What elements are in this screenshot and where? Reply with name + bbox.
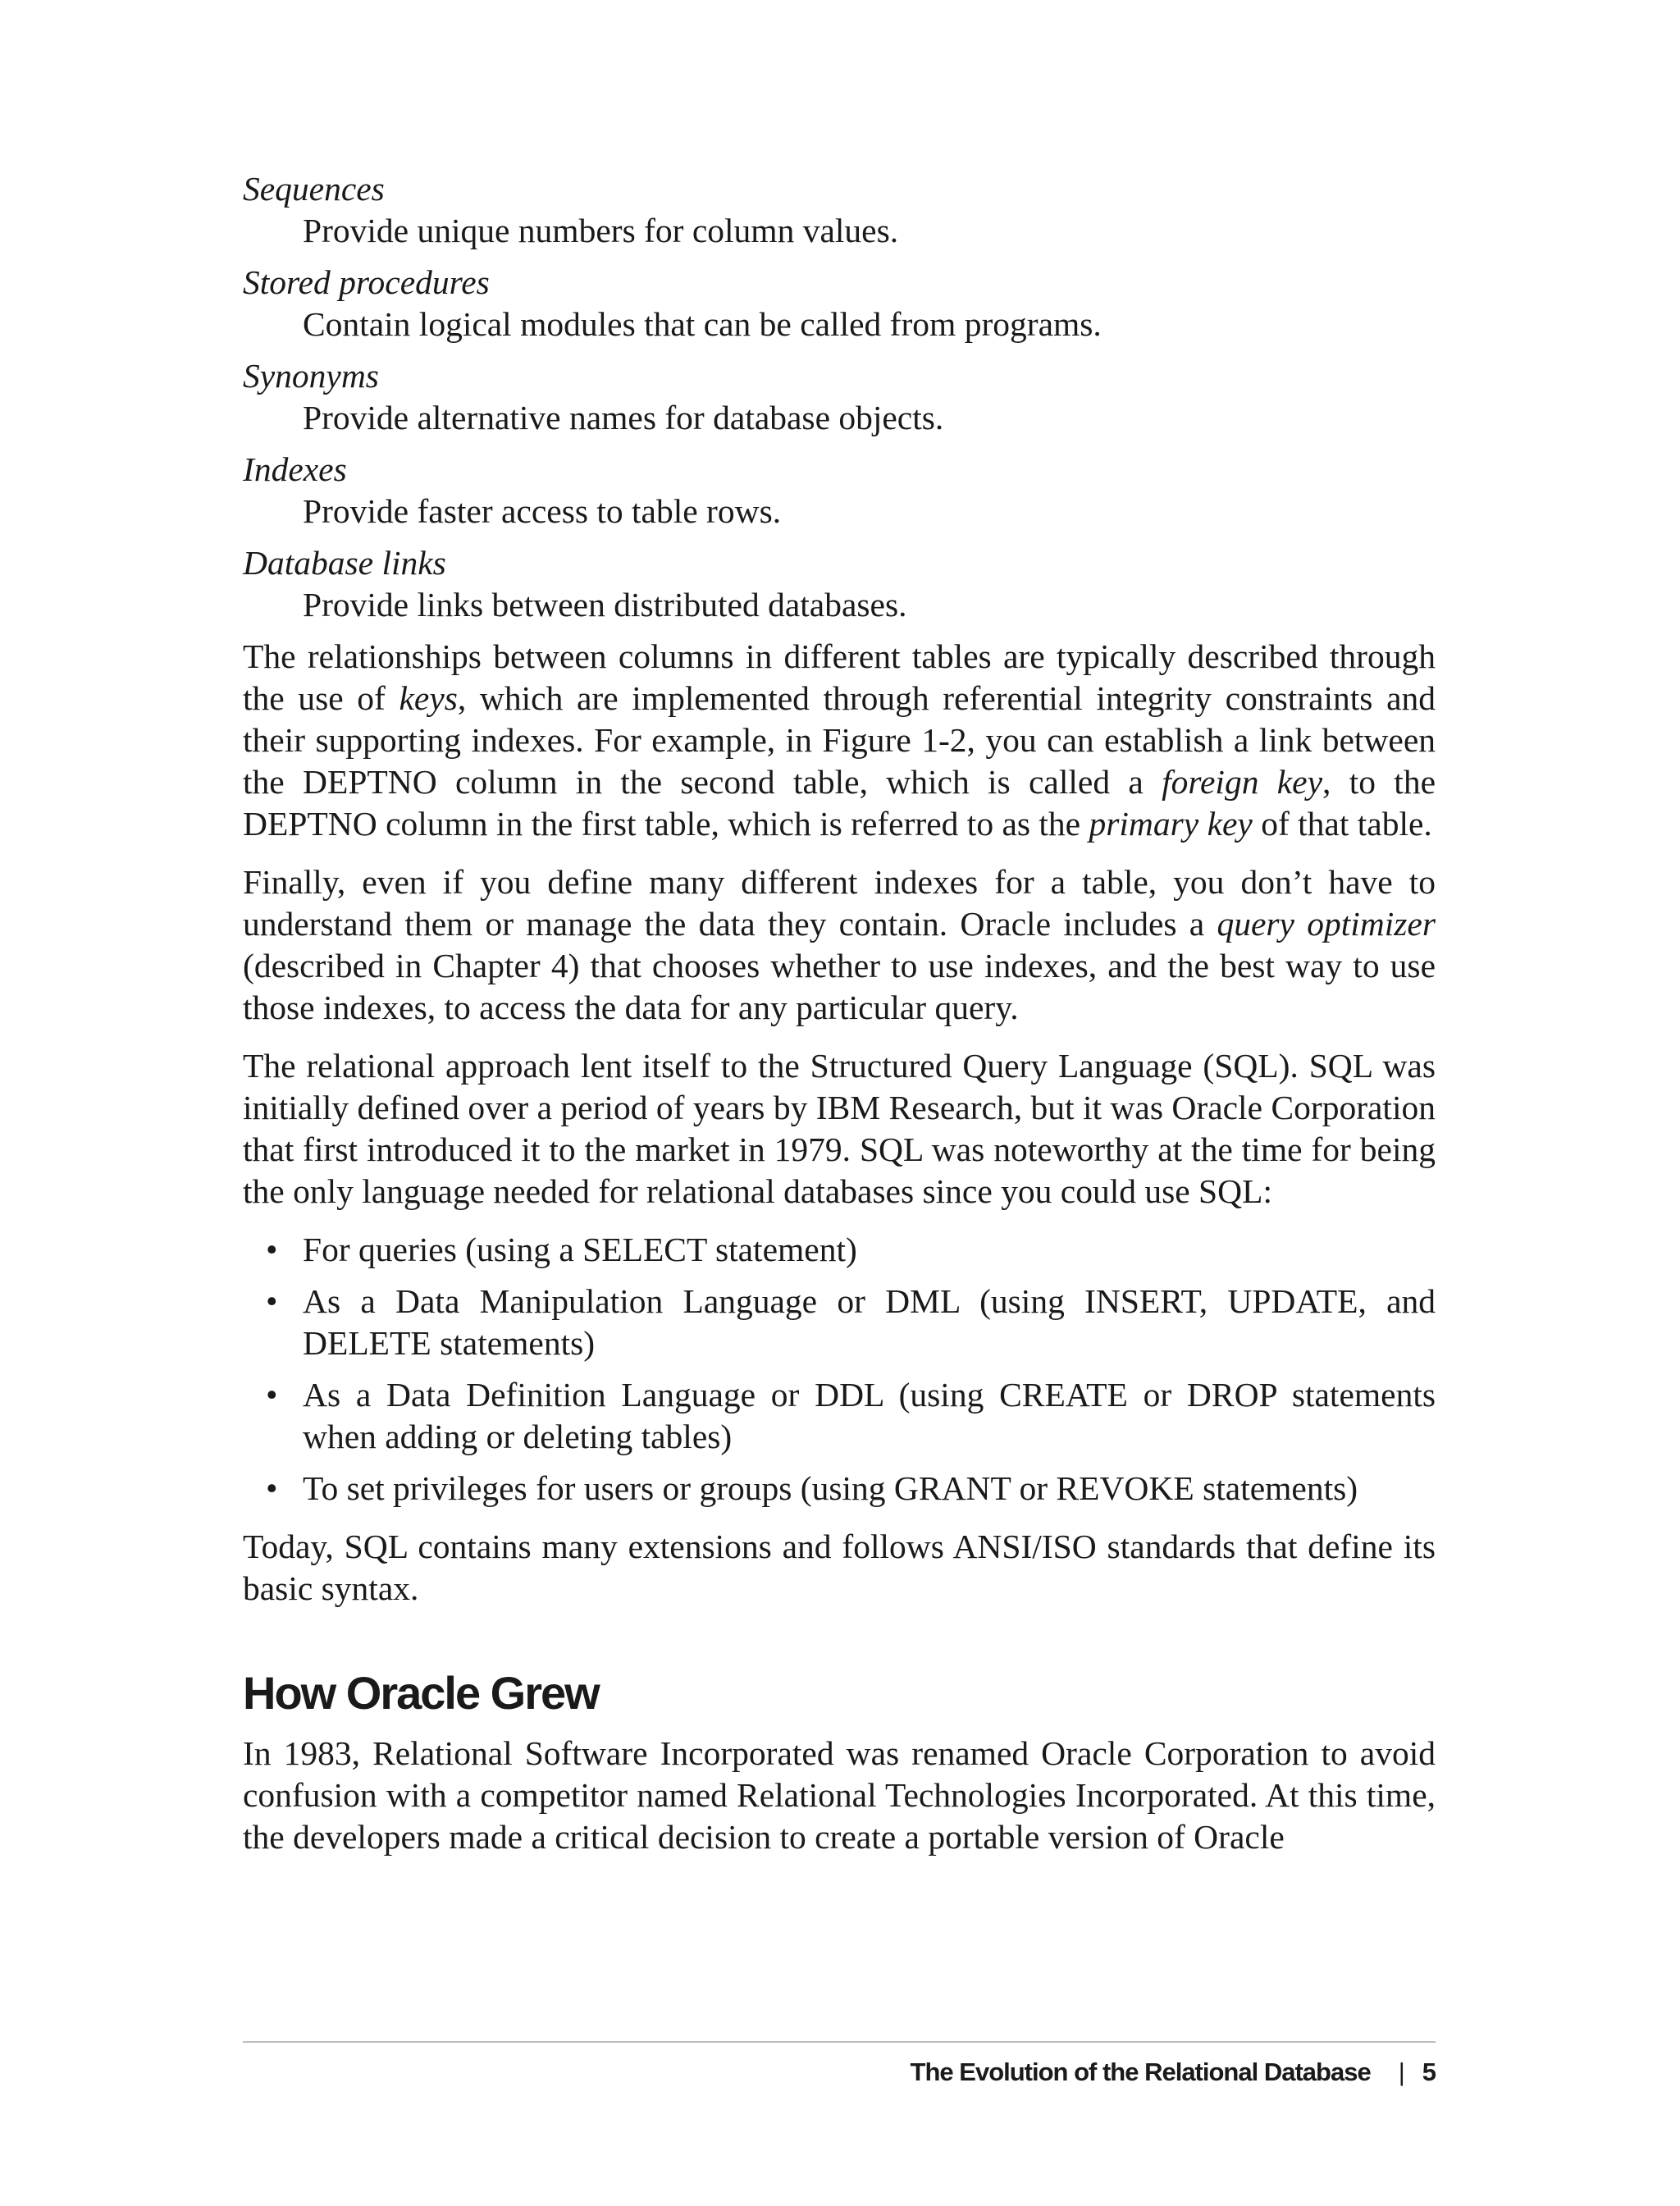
paragraph-sql: The relational approach lent itself to the Structured Query Language (SQL). SQL was initially defined over a period of years by IBM Research, but it was Oracle Corporation that first introduced it to the market in 1979. SQL was noteworthy at the time for being the only language needed for relational databases since you could use SQL: [243,1047,1436,1210]
text-run: , to the DEPTNO column in the first table, which is referred to as the [243,763,1436,843]
list-item-text: As a Data Manipulation Language or DML (using INSERT, UPDATE, and DELETE statements) [303,1282,1436,1362]
emphasis-keys: keys [399,679,458,717]
emphasis-foreign-key: foreign key [1162,763,1323,801]
emphasis-query-optimizer: query optimizer [1217,905,1436,943]
list-item-text: For queries (using a SELECT statement) [303,1231,857,1268]
page-footer [243,2058,1436,2087]
emphasis-primary-key: primary key [1089,805,1253,843]
list-item-text: As a Data Definition Language or DDL (using CREATE or DROP statements when adding or deleting tables) [303,1376,1436,1455]
term-sequences: Sequences [243,170,385,208]
definition-synonyms: Provide alternative names for database objects. [303,399,944,436]
sql-uses-list [243,1229,1436,1509]
bullet-icon: • [266,1282,278,1320]
list-item-text: To set privileges for users or groups (using GRANT or REVOKE statements) [303,1469,1358,1507]
section-heading: How Oracle Grew [243,1667,599,1719]
term-indexes: Indexes [243,450,347,488]
running-footer-title: The Evolution of the Relational Database [910,2058,1371,2086]
text-run: , which are implemented through referential integrity constraints and their supporting indexes. For example, in Figure 1-2, you can establish a link between the DEPTNO column in the second table, which is called a [243,679,1436,801]
page-content [243,168,1436,1875]
text-run: Finally, even if you define many different indexes for a table, you don’t have to understand them or manage the data they contain. Oracle includes a [243,863,1436,943]
text-run: of that table. [1252,805,1432,843]
text-run: The relationships between columns in different tables are typically described through the use of [243,637,1436,717]
list-item [243,1229,1436,1271]
definition-indexes: Provide faster access to table rows. [303,492,782,530]
definition-stored-procedures: Contain logical modules that can be called from programs. [303,305,1102,343]
paragraph-keys [243,636,1436,845]
list-item [243,1281,1436,1364]
term-database-links: Database links [243,544,446,582]
page-number: 5 [1422,2058,1436,2086]
list-item [243,1374,1436,1458]
paragraph-standards: Today, SQL contains many extensions and follows ANSI/ISO standards that define its basic syntax. [243,1528,1436,1607]
footer-divider [243,2041,1436,2043]
definition-sequences: Provide unique numbers for column values. [303,212,899,249]
term-stored-procedures: Stored procedures [243,263,490,301]
definition-database-links: Provide links between distributed databases. [303,586,907,623]
bullet-icon: • [266,1469,278,1507]
text-run: (described in Chapter 4) that chooses whether to use indexes, and the best way to use those indexes, to access the data for any particular query. [243,947,1436,1026]
list-item [243,1468,1436,1509]
term-synonyms: Synonyms [243,357,379,395]
paragraph-oracle-history: In 1983, Relational Software Incorporated was renamed Oracle Corporation to avoid confusion with a competitor named Relational Technologies Incorporated. At this time, the developers made a critical decision to create a portable version of Oracle [243,1734,1436,1856]
bullet-icon: • [266,1231,278,1268]
bullet-icon: • [266,1376,278,1414]
paragraph-query-optimizer [243,861,1436,1029]
footer-separator: | [1398,2058,1404,2086]
term-list [243,168,1436,626]
